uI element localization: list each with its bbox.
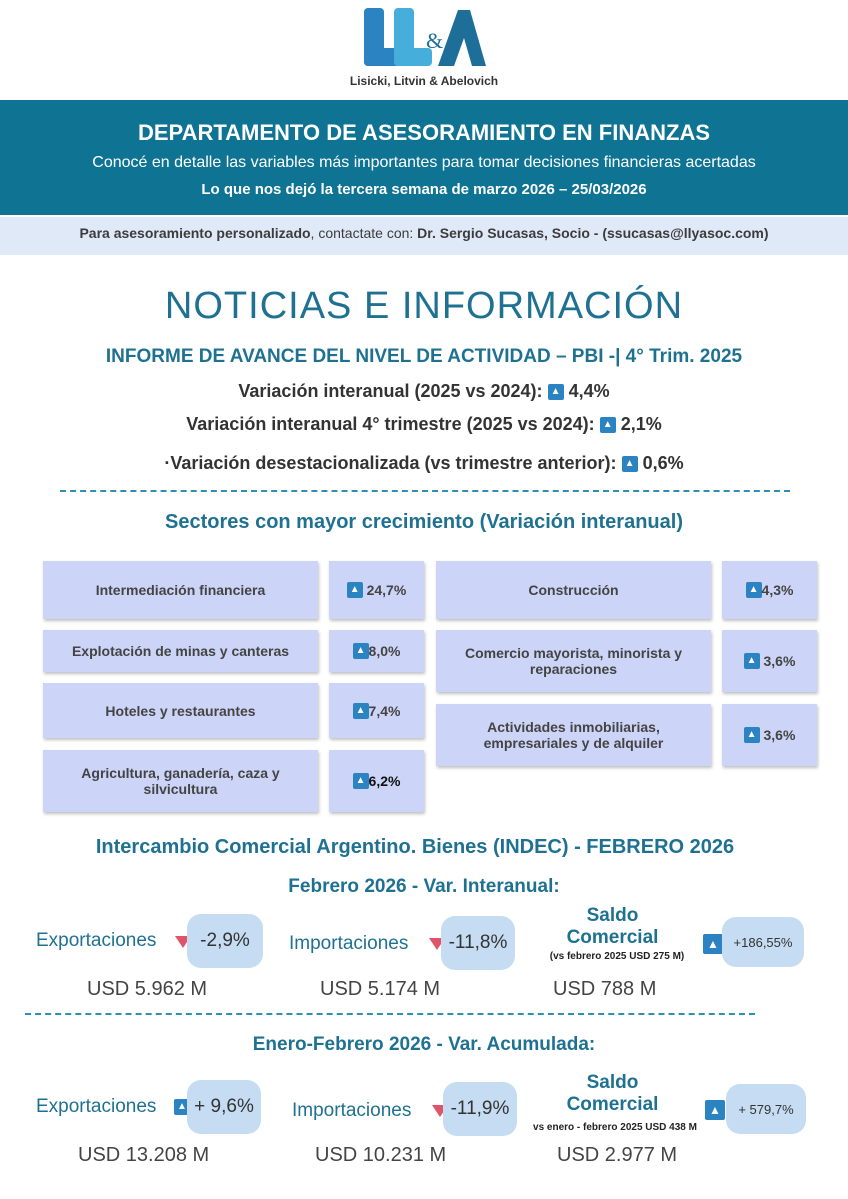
up-arrow-icon: ▲: [353, 643, 369, 659]
saldo-var: +186,55%: [722, 917, 804, 967]
divider: [60, 490, 790, 492]
saldo-label: Saldo Comercial: [566, 905, 659, 948]
header-date: Lo que nos dejó la tercera semana de marzo 2026 – 25/03/2026: [201, 181, 647, 198]
imports-label: Importaciones: [292, 1100, 412, 1121]
sectors-title: Sectores con mayor crecimiento (Variación interanual): [165, 511, 683, 533]
imports-usd: USD 10.231 M: [315, 1144, 447, 1166]
trade-title: Intercambio Comercial Argentino. Bienes (INDEC) - FEBRERO 2026: [95, 836, 735, 858]
svg-text:&: &: [426, 28, 444, 53]
exports-var: + 9,6%: [187, 1080, 261, 1134]
exports-label: Exportaciones: [36, 1096, 157, 1117]
sector-name: Hoteles y restaurantes: [43, 683, 318, 738]
imports-var: -11,9%: [443, 1082, 517, 1136]
saldo-label: Saldo Comercial: [566, 1072, 659, 1115]
saldo-usd: USD 788 M: [553, 978, 657, 1000]
sector-name: Construcción: [436, 561, 711, 619]
sector-name: Comercio mayorista, minorista y reparaciones: [436, 630, 711, 692]
up-arrow-icon: ▲: [174, 1099, 190, 1115]
sector-value: ▲ 8,0%: [329, 630, 424, 672]
up-arrow-icon: ▲: [353, 773, 369, 789]
saldo-note: vs enero - febrero 2025 USD 438 M: [533, 1122, 697, 1133]
feb-title: Febrero 2026 - Var. Interanual:: [288, 876, 560, 897]
up-arrow-icon: ▲: [705, 1100, 725, 1120]
sector-name: Intermediación financiera: [43, 561, 318, 619]
news-title: NOTICIAS E INFORMACIÓN: [164, 285, 684, 327]
pbi-title: INFORME DE AVANCE DEL NIVEL DE ACTIVIDAD – PBI -| 4° Trim. 2025: [105, 346, 743, 367]
up-arrow-icon: ▲: [622, 456, 638, 472]
up-arrow-icon: ▲: [744, 727, 760, 743]
sector-value: ▲ 6,2%: [329, 750, 424, 812]
saldo-note: (vs febrero 2025 USD 275 M): [549, 951, 685, 962]
up-arrow-icon: ▲: [744, 653, 760, 669]
imports-var: -11,8%: [441, 916, 515, 970]
exports-usd: USD 13.208 M: [78, 1144, 210, 1166]
pbi-line-2: Variación interanual 4° trimestre (2025 vs 2024): ▲ 2,1%: [186, 414, 662, 434]
pbi-line-1: Variación interanual (2025 vs 2024): ▲ 4,4%: [238, 381, 610, 401]
up-arrow-icon: ▲: [600, 417, 616, 433]
exports-usd: USD 5.962 M: [87, 978, 208, 1000]
sector-name: Agricultura, ganadería, caza y silvicultura: [43, 750, 318, 812]
sector-value: ▲ 24,7%: [329, 561, 424, 619]
divider: [25, 1013, 755, 1015]
up-arrow-icon: ▲: [703, 934, 723, 954]
sector-value: ▲ 4,3%: [722, 561, 817, 619]
saldo-usd: USD 2.977 M: [557, 1144, 678, 1166]
sector-name: Actividades inmobiliarias, empresariales y de alquiler: [436, 704, 711, 766]
pbi-line-3: ·Variación desestacionalizada (vs trimestre anterior): ▲ 0,6%: [164, 453, 684, 473]
sector-name: Explotación de minas y canteras: [43, 630, 318, 672]
ytd-title: Enero-Febrero 2026 - Var. Acumulada:: [252, 1034, 596, 1055]
exports-var: -2,9%: [187, 914, 263, 968]
company-logo: [360, 4, 490, 74]
company-name: Lisicki, Litvin & Abelovich: [349, 74, 499, 88]
up-arrow-icon: ▲: [548, 384, 564, 400]
saldo-var: + 579,7%: [726, 1084, 806, 1134]
contact-text: Para asesoramiento personalizado, contactate con: Dr. Sergio Sucasas, Socio - (ssucasas@llyasoc.com): [79, 225, 769, 241]
header-subtitle: Conocé en detalle las variables más importantes para tomar decisiones financieras acertadas: [92, 154, 756, 171]
sector-value: ▲ 7,4%: [329, 683, 424, 738]
up-arrow-icon: ▲: [353, 703, 369, 719]
exports-label: Exportaciones: [36, 930, 157, 951]
up-arrow-icon: ▲: [347, 582, 363, 598]
sector-value: ▲ 3,6%: [722, 630, 817, 692]
imports-usd: USD 5.174 M: [320, 978, 441, 1000]
up-arrow-icon: ▲: [746, 582, 762, 598]
sector-value: ▲ 3,6%: [722, 704, 817, 766]
header-title: DEPARTAMENTO DE ASESORAMIENTO EN FINANZAS: [137, 120, 711, 145]
imports-label: Importaciones: [289, 933, 409, 954]
